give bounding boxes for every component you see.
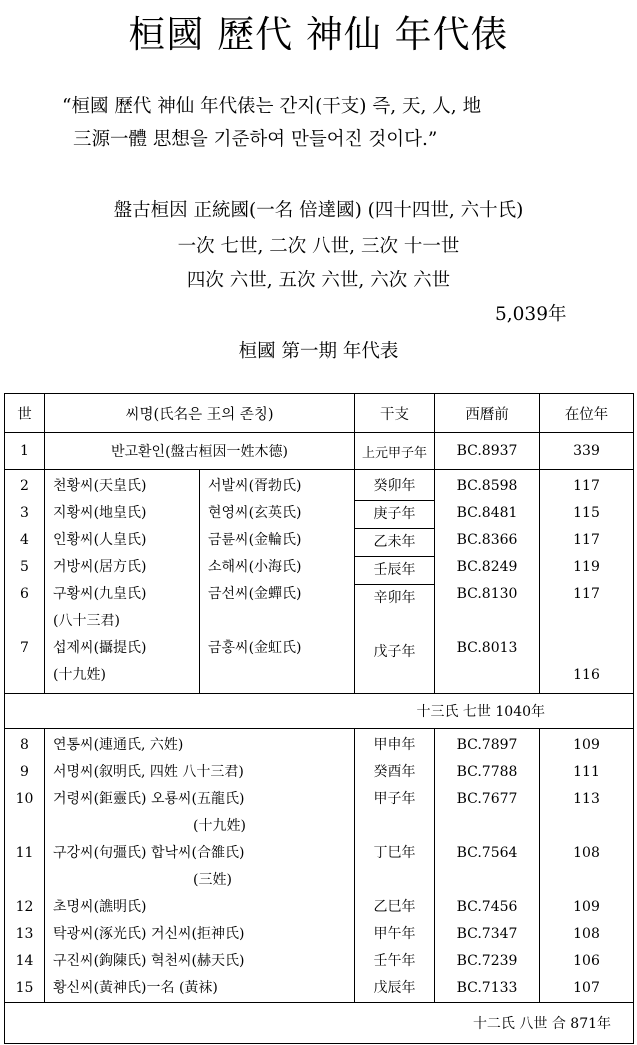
group-1-ganji <box>355 470 435 694</box>
header-generation: 世 <box>5 394 45 433</box>
row-number: 2 <box>20 478 29 494</box>
row-reign: 111 <box>573 764 600 780</box>
row-name: (三姓) <box>193 872 232 888</box>
chronology-table <box>4 393 634 1044</box>
row-name: 천황씨(天皇氏) <box>53 478 147 494</box>
row-ganji: 甲申年 <box>373 737 416 753</box>
row-bc: BC.7133 <box>456 980 518 996</box>
summary-text-1: 十三氏 七世 1040年 <box>5 694 634 729</box>
header-ganji: 干支 <box>355 394 435 433</box>
row-ganji <box>355 612 434 639</box>
row-name: 구황씨(九皇氏) <box>53 586 147 602</box>
row-ganji: 癸卯年 <box>355 473 434 501</box>
quote-line-1: “桓國 歷代 神仙 年代俵는 간지(干支) 즉, 天, 人, 地 <box>62 96 482 117</box>
row-ganji: 乙未年 <box>355 529 434 557</box>
table-subtitle: 桓國 第一期 年代表 <box>238 341 399 362</box>
row-ganji <box>355 867 434 894</box>
row-number <box>5 662 44 689</box>
row-number: 4 <box>20 532 29 548</box>
row-ganji: 上元甲子年 <box>355 433 435 470</box>
row-reign: 108 <box>573 926 600 942</box>
header-name: 씨명(氏名은 王의 존칭) <box>45 394 355 433</box>
row-bc: BC.8937 <box>435 433 540 470</box>
summary-row-2 <box>5 1003 634 1044</box>
row-bc: BC.7239 <box>456 953 518 969</box>
row-reign: 117 <box>573 532 600 548</box>
group-1-names-a <box>45 470 200 694</box>
row-number: 9 <box>20 764 29 780</box>
row-number: 8 <box>20 737 29 753</box>
group-1-numbers <box>5 470 45 694</box>
row-number <box>5 608 44 635</box>
row-name: (十九姓) <box>193 818 246 834</box>
row-bc <box>435 608 539 635</box>
row-bc: BC.8130 <box>456 586 518 602</box>
intro-line-3: 四次 六世, 五次 六世, 六次 六世 <box>186 270 451 291</box>
row-name: 거령씨(鉅靈氏) 오룡씨(五龍氏) <box>53 791 245 807</box>
row-ganji: 甲子年 <box>373 791 416 807</box>
row-name: 서명씨(叙明氏, 四姓 八十三君) <box>53 764 244 780</box>
row-reign <box>540 635 633 662</box>
row-ganji: 戊子年 <box>373 644 416 660</box>
intro-line-1: 盤古桓因 正統國(一名 倍達國) (四十四世, 六十氏) <box>113 200 524 221</box>
row-bc: BC.7347 <box>456 926 518 942</box>
row-reign: 117 <box>573 478 600 494</box>
row-name <box>208 608 354 635</box>
row-reign <box>540 608 633 635</box>
row-reign: 107 <box>573 980 600 996</box>
row-number <box>5 813 44 840</box>
row-ganji: 丁巳年 <box>373 845 416 861</box>
row-reign: 108 <box>573 845 600 861</box>
quote-line-2: 三源一體 思想을 기준하여 만들어진 것이다.” <box>73 129 438 150</box>
row-name: 소해씨(小海氏) <box>208 559 302 575</box>
row-ganji: 癸酉年 <box>373 764 416 780</box>
row-ganji: 庚子年 <box>355 501 434 529</box>
row-bc <box>435 867 539 894</box>
group-1-names-b <box>200 470 355 694</box>
row-ganji: 戊辰年 <box>373 980 416 996</box>
row-ganji <box>355 813 434 840</box>
row-name: 현영씨(玄英氏) <box>208 505 302 521</box>
row-reign: 109 <box>573 737 600 753</box>
row-name: 구강씨(句彊氏) 합낙씨(合雒氏) <box>53 845 245 861</box>
row-reign: 117 <box>573 586 600 602</box>
row-bc: BC.7564 <box>456 845 518 861</box>
row-name <box>208 662 354 689</box>
row-reign <box>540 867 633 894</box>
row-name: 금선씨(金蟬氏) <box>208 586 302 602</box>
row-name: 섭제씨(攝提氏) <box>53 640 147 656</box>
row-reign: 115 <box>573 505 600 521</box>
row-name: 황신씨(黃神氏)一名 (黃袜) <box>53 980 218 996</box>
row-ganji: 壬辰年 <box>355 557 434 585</box>
row-name: 구진씨(鉤陳氏) 혁천씨(赫天氏) <box>53 953 245 969</box>
table-row <box>5 433 634 470</box>
row-ganji: 乙巳年 <box>373 899 416 915</box>
group-1-bc <box>435 470 540 694</box>
page-title: 桓國 歷代 神仙 年代俵 <box>128 13 509 56</box>
summary-row-1 <box>5 694 634 729</box>
row-bc: BC.8366 <box>456 532 518 548</box>
row-reign: 113 <box>573 791 600 807</box>
row-ganji: 甲午年 <box>373 926 416 942</box>
header-bc: 西曆前 <box>435 394 540 433</box>
row-name: (八十三君) <box>53 613 120 629</box>
row-reign: 116 <box>573 667 600 683</box>
row-name: 탁광씨(涿光氏) 거신씨(拒神氏) <box>53 926 245 942</box>
row-ganji: 辛卯年 <box>373 590 416 606</box>
row-reign: 119 <box>573 559 600 575</box>
row-bc: BC.8249 <box>456 559 518 575</box>
row-bc: BC.8481 <box>456 505 518 521</box>
row-name: 지황씨(地皇氏) <box>53 505 147 521</box>
row-name: 거방씨(居方氏) <box>53 559 147 575</box>
summary-text-2: 十二氏 八世 合 871年 <box>5 1003 634 1044</box>
row-name: 금륜씨(金輪氏) <box>208 532 302 548</box>
group-2-names <box>45 729 355 1003</box>
row-reign: 109 <box>573 899 600 915</box>
row-ganji: 壬午年 <box>373 953 416 969</box>
total-years: 5,039年 <box>495 304 567 325</box>
group-2-reign <box>540 729 634 1003</box>
row-bc: BC.8598 <box>456 478 518 494</box>
row-number <box>5 867 44 894</box>
table-header-row <box>5 394 634 433</box>
row-name: 초명씨(譙明氏) <box>53 899 147 915</box>
row-name: 연통씨(連通氏, 六姓) <box>53 737 184 753</box>
group-2-ganji <box>355 729 435 1003</box>
row-number: 12 <box>15 899 34 915</box>
row-number: 13 <box>15 926 34 942</box>
row-reign <box>540 813 633 840</box>
row-number: 1 <box>5 433 45 470</box>
row-number: 5 <box>20 559 29 575</box>
row-bc <box>435 662 539 689</box>
group-1-block <box>5 470 634 694</box>
header-reign: 在位年 <box>540 394 634 433</box>
row-number: 10 <box>15 791 34 807</box>
row-name: 인황씨(人皇氏) <box>53 532 147 548</box>
group-2-block <box>5 729 634 1003</box>
row-reign: 106 <box>573 953 600 969</box>
row-number: 11 <box>15 845 34 861</box>
row-name: 금홍씨(金虹氏) <box>208 640 302 656</box>
row-bc: BC.7456 <box>456 899 518 915</box>
row-ganji <box>355 666 434 693</box>
row-name: (十九姓) <box>53 667 106 683</box>
row-bc: BC.8013 <box>456 640 518 656</box>
row-number: 6 <box>20 586 29 602</box>
row-name: 반고환인(盤古桓因一姓木德) <box>45 433 355 470</box>
row-number: 14 <box>15 953 34 969</box>
row-number: 7 <box>20 640 29 656</box>
group-2-numbers <box>5 729 45 1003</box>
row-number: 15 <box>15 980 34 996</box>
row-reign: 339 <box>540 433 634 470</box>
group-2-bc <box>435 729 540 1003</box>
group-1-reign <box>540 470 634 694</box>
row-bc: BC.7788 <box>456 764 518 780</box>
row-name: 서발씨(胥勃氏) <box>208 478 302 494</box>
row-bc <box>435 813 539 840</box>
row-number: 3 <box>20 505 29 521</box>
row-bc: BC.7677 <box>456 791 518 807</box>
row-bc: BC.7897 <box>456 737 518 753</box>
intro-line-2: 一次 七世, 二次 八世, 三次 十一世 <box>177 236 460 257</box>
